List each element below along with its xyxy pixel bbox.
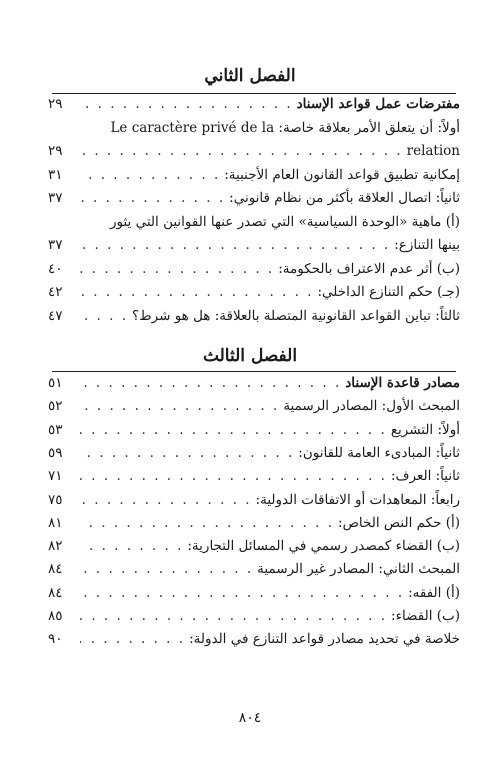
page-number: ٨٠٤ xyxy=(238,710,262,726)
leader-dots xyxy=(80,631,185,647)
toc-entry xyxy=(48,538,460,560)
toc-entry-title: (جـ) حكم التنازع الداخلي: xyxy=(317,284,460,300)
chapter2-rule xyxy=(52,93,456,94)
leader-dots xyxy=(80,468,387,484)
toc-entry-title: relation xyxy=(406,143,460,159)
leader-dots xyxy=(80,375,341,391)
toc-entry-page: ٣٧ xyxy=(48,190,63,206)
toc-entry xyxy=(48,96,460,118)
toc-entry-page: ٧٥ xyxy=(48,491,63,508)
toc-entry-title: مصادر قاعدة الإسناد xyxy=(345,375,460,391)
leader-dots xyxy=(80,96,293,112)
chapter3-rule xyxy=(52,371,456,372)
leader-dots xyxy=(80,422,387,438)
toc-entry-title: إمكانية تطبيق قواعد القانون العام الأجنبية: xyxy=(224,166,460,183)
chapter2-title: الفصل الثاني xyxy=(204,66,296,86)
leader-dots xyxy=(80,284,313,300)
leader-dots xyxy=(80,492,252,508)
toc-entry-page: ٥٣ xyxy=(48,421,63,438)
toc-entry-title: أولاً: التشريع xyxy=(390,421,460,438)
toc-entry-title: مفترضات عمل قواعد الإسناد xyxy=(296,96,460,112)
toc-entry-page: ٤٢ xyxy=(48,284,63,300)
toc-entry-page: ٨٥ xyxy=(48,608,63,624)
toc-entry-title: المبحث الثاني: المصادر غير الرسمية xyxy=(257,561,460,578)
toc-entry-page: ٩٠ xyxy=(48,631,63,648)
toc-entry-title: (ب) القضاء كمصدر رسمي في المسائل التجارية: xyxy=(187,538,460,555)
leader-dots xyxy=(80,398,279,414)
leader-dots xyxy=(80,538,183,554)
toc-entry-page: ٨٢ xyxy=(48,538,63,555)
toc-entry-title: (أ) حكم النص الخاص: xyxy=(338,514,460,531)
toc-entry-title: رابعاً: المعاهدات أو الاتفاقات الدولية: xyxy=(255,491,460,508)
toc-entry-page: ٣١ xyxy=(48,166,63,183)
leader-dots xyxy=(80,261,274,277)
toc-entry-title: خلاصة في تحديد مصادر قواعد التنازع في الدولة: xyxy=(189,631,460,648)
toc-entry-page: ٧١ xyxy=(48,468,63,485)
leader-dots xyxy=(80,585,404,601)
leader-dots xyxy=(80,561,253,577)
toc-entry xyxy=(48,261,460,283)
toc-entry xyxy=(48,515,460,537)
toc-entry-title: بينها التنازع: xyxy=(394,237,460,253)
toc-entry xyxy=(48,237,460,259)
leader-dots xyxy=(80,190,225,206)
toc-entry-title: ثانياً: اتصال العلاقة بأكثر من نظام قانوني: xyxy=(229,190,460,206)
leader-dots xyxy=(80,143,403,159)
toc-entry-page: ٨٤ xyxy=(48,561,63,578)
leader-dots xyxy=(80,608,387,624)
toc-entry xyxy=(48,284,460,306)
toc-entry-page: ٣٧ xyxy=(48,237,63,253)
toc-entry-title: (أ) ماهية «الوحدة السياسية» التي تصدر عنها القوانين التي يثور xyxy=(109,213,460,230)
leader-dots xyxy=(80,167,220,183)
toc-entry-page: ٥٢ xyxy=(48,398,63,415)
toc-entry xyxy=(48,375,460,397)
toc-entry xyxy=(48,608,460,630)
toc-entry xyxy=(48,308,460,330)
toc-entry-title: (ب) القضاء: xyxy=(391,608,460,624)
toc-entry-title: ثانياً: المبادىء العامة للقانون: xyxy=(298,444,460,461)
leader-dots xyxy=(80,515,334,531)
toc-entry xyxy=(48,214,460,236)
toc-entry-title: المبحث الأول: المصادر الرسمية xyxy=(283,398,460,415)
toc-entry-title: ثالثاً: تباين القواعد القانونية المتصلة بالعلاقة: هل هو شرط؟ xyxy=(132,307,460,324)
toc-entry-page: ٤٧ xyxy=(48,307,63,324)
toc-entry xyxy=(48,422,460,444)
toc-entry xyxy=(48,167,460,189)
leader-dots xyxy=(80,308,128,324)
toc-entry-page: ٥٩ xyxy=(48,444,63,461)
toc-entry xyxy=(48,120,460,142)
toc-entry xyxy=(48,561,460,583)
leader-dots xyxy=(80,445,294,461)
toc-entry xyxy=(48,631,460,653)
toc-entry-title: أولاً: أن يتعلق الأمر بعلاقة خاصة: Le caractère privé de la xyxy=(110,119,460,136)
toc-entry-page: ٤٠ xyxy=(48,260,63,277)
toc-entry xyxy=(48,190,460,212)
toc-entry xyxy=(48,398,460,420)
toc-entry xyxy=(48,445,460,467)
toc-entry-title: (ب) أثر عدم الاعتراف بالحكومة: xyxy=(278,260,460,277)
toc-entry xyxy=(48,468,460,490)
chapter3-title: الفصل الثالث xyxy=(202,346,298,366)
toc-entry-page: ٨١ xyxy=(48,514,63,531)
toc-entry xyxy=(48,492,460,514)
toc-entry xyxy=(48,143,460,165)
toc-entry-page: ٥١ xyxy=(48,375,63,391)
toc-entry-page: ٨٤ xyxy=(48,584,63,601)
toc-entry-title: (أ) الفقه: xyxy=(408,584,460,601)
toc-entry-title: ثانياً: العرف: xyxy=(390,468,460,485)
toc-entry-page: ٢٩ xyxy=(48,96,63,112)
leader-dots xyxy=(80,237,390,253)
toc-entry-page: ٢٩ xyxy=(48,143,63,159)
toc-entry xyxy=(48,585,460,607)
